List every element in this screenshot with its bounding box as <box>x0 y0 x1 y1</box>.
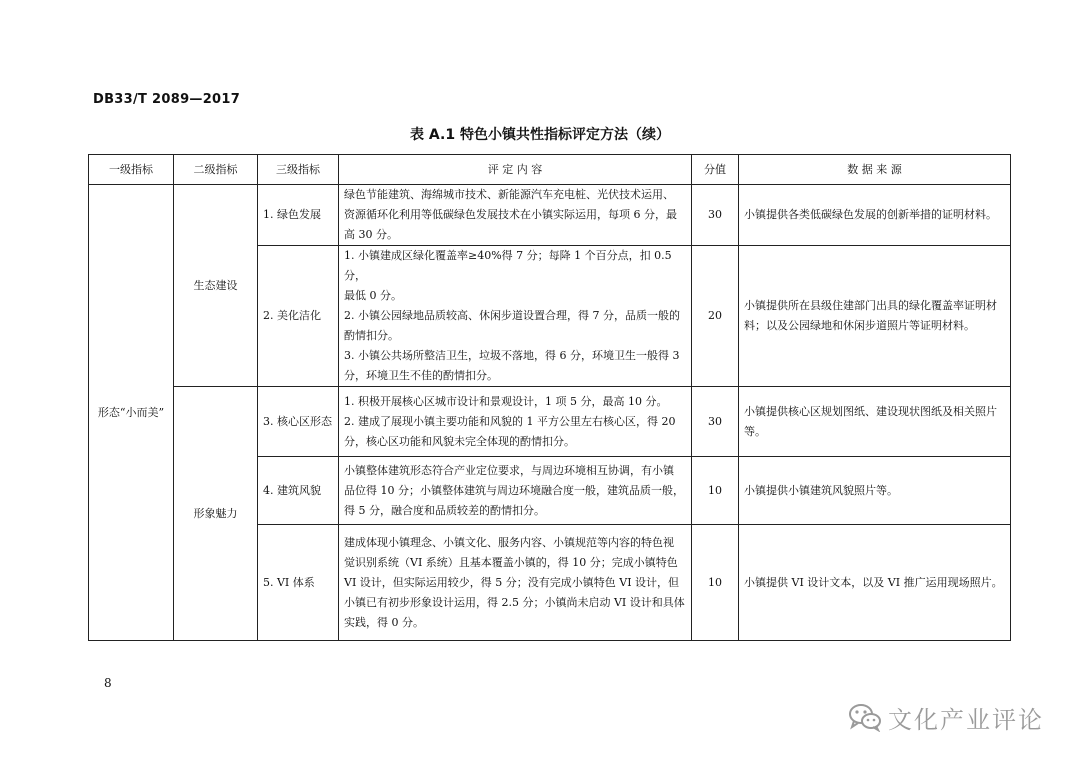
indicator-table <box>88 154 1011 641</box>
source-line: 小镇提供核心区规划图纸、建设现状图纸及相关照片 <box>744 404 997 418</box>
table-row <box>89 387 1011 457</box>
content-line: 高 30 分。 <box>344 228 398 241</box>
table-caption: 表 A.1 特色小镇共性指标评定方法（续） <box>410 127 670 143</box>
score-cell: 20 <box>692 246 739 387</box>
level2-cell-ecology: 生态建设 <box>174 185 258 387</box>
content-line: 觉识别系统（VI 系统）且基本覆盖小镇的，得 10 分；完成小镇特色 <box>344 555 678 569</box>
level1-cell: 形态“小而美” <box>89 185 174 641</box>
content-line: 酌情扣分。 <box>344 329 399 342</box>
content-line: 1. 积极开展核心区城市设计和景观设计，1 项 5 分，最高 10 分。 <box>344 394 668 408</box>
level3-cell: 3. 核心区形态 <box>258 387 339 457</box>
content-line: 品位得 10 分；小镇整体建筑与周边环境融合度一般，建筑品质一般， <box>344 483 684 497</box>
content-cell <box>339 246 692 387</box>
level3-cell: 5. VI 体系 <box>258 525 339 641</box>
content-line: 分，核心区功能和风貌未完全体现的酌情扣分。 <box>344 434 575 448</box>
content-line: 小镇整体建筑形态符合产业定位要求，与周边环境相互协调，有小镇 <box>344 463 674 477</box>
content-cell <box>339 525 692 641</box>
level3-cell: 4. 建筑风貌 <box>258 457 339 525</box>
level3-cell: 2. 美化洁化 <box>258 246 339 387</box>
content-line: 小镇已有初步形象设计运用，得 2.5 分；小镇尚未启动 VI 设计和具体 <box>344 595 685 609</box>
content-line: 分，环境卫生不佳的酌情扣分。 <box>344 369 498 382</box>
watermark <box>848 700 1044 734</box>
source-line: 小镇提供 VI 设计文本，以及 VI 推广运用现场照片。 <box>744 575 1003 589</box>
watermark-text: 文化产业评论 <box>888 705 1044 734</box>
header-score: 分值 <box>692 155 739 185</box>
content-line: 最低 0 分。 <box>344 289 402 302</box>
content-cell <box>339 457 692 525</box>
header-content: 评 定 内 容 <box>339 155 692 185</box>
header-source: 数 据 来 源 <box>739 155 1011 185</box>
header-level2: 二级指标 <box>174 155 258 185</box>
source-cell <box>739 246 1011 387</box>
page-number: 8 <box>104 676 112 690</box>
content-line: 3. 小镇公共场所整洁卫生，垃圾不落地，得 6 分，环境卫生一般得 3 <box>344 349 680 362</box>
header-level1: 一级指标 <box>89 155 174 185</box>
source-cell <box>739 185 1011 246</box>
score-cell: 10 <box>692 457 739 525</box>
source-line: 小镇提供所在县级住建部门出具的绿化覆盖率证明材 <box>744 299 997 312</box>
content-cell <box>339 185 692 246</box>
level3-cell: 1. 绿色发展 <box>258 185 339 246</box>
source-line: 料；以及公园绿地和休闲步道照片等证明材料。 <box>744 319 975 332</box>
wechat-icon <box>848 702 882 732</box>
table-row <box>89 185 1011 246</box>
content-line: 资源循环化利用等低碳绿色发展技术在小镇实际运用，每项 6 分，最 <box>344 208 677 221</box>
content-line: 2. 小镇公园绿地品质较高、休闲步道设置合理，得 7 分，品质一般的 <box>344 309 680 322</box>
content-line: 2. 建成了展现小镇主要功能和风貌的 1 平方公里左右核心区，得 20 <box>344 414 676 428</box>
content-cell <box>339 387 692 457</box>
level2-cell-image: 形象魅力 <box>174 387 258 641</box>
score-cell: 10 <box>692 525 739 641</box>
header-level3: 三级指标 <box>258 155 339 185</box>
source-cell <box>739 525 1011 641</box>
source-line: 小镇提供各类低碳绿色发展的创新举措的证明材料。 <box>744 208 997 221</box>
content-line: 绿色节能建筑、海绵城市技术、新能源汽车充电桩、光伏技术运用、 <box>344 188 674 201</box>
document-code: DB33/T 2089—2017 <box>93 92 241 107</box>
content-line: VI 设计，但实际运用较少，得 5 分；没有完成小镇特色 VI 设计，但 <box>344 575 680 589</box>
source-cell <box>739 387 1011 457</box>
score-cell: 30 <box>692 185 739 246</box>
content-line: 建成体现小镇理念、小镇文化、服务内容、小镇规范等内容的特色视 <box>344 535 674 549</box>
source-cell <box>739 457 1011 525</box>
table-header-row <box>89 155 1011 185</box>
content-line: 得 5 分，融合度和品质较差的酌情扣分。 <box>344 503 545 517</box>
content-line: 1. 小镇建成区绿化覆盖率≥40%得 7 分；每降 1 个百分点，扣 0.5 分， <box>344 249 672 282</box>
source-line: 小镇提供小镇建筑风貌照片等。 <box>744 483 898 497</box>
source-line: 等。 <box>744 424 766 438</box>
content-line: 实践，得 0 分。 <box>344 615 424 629</box>
score-cell: 30 <box>692 387 739 457</box>
